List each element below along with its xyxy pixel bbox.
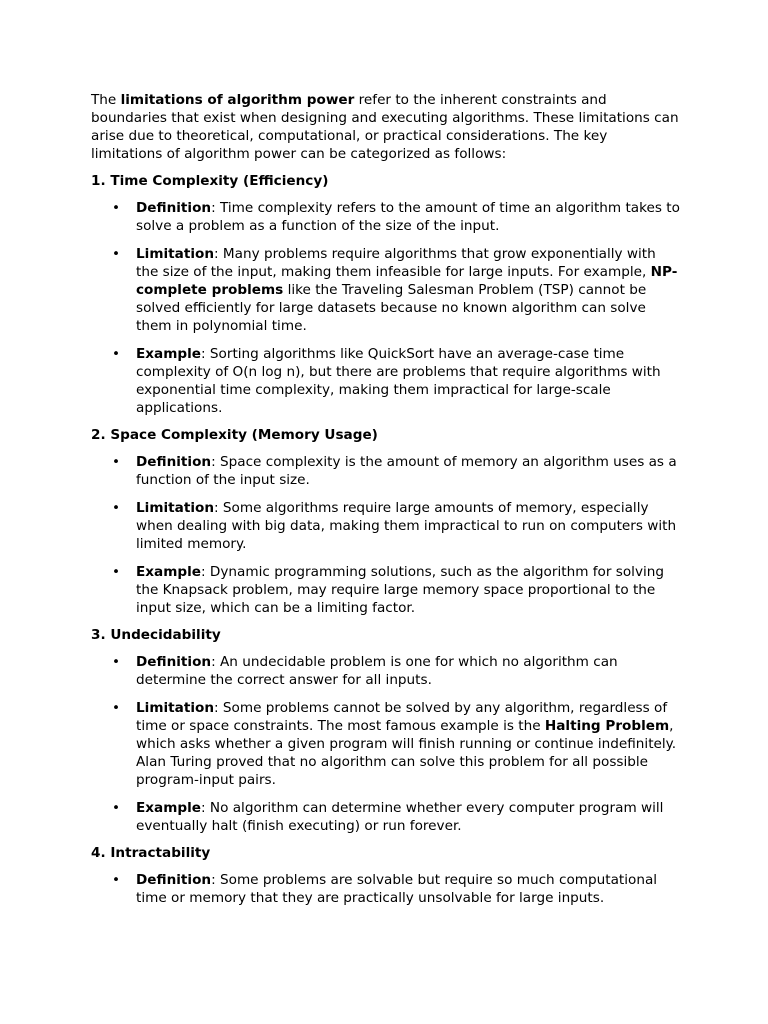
list-item: [91, 499, 681, 553]
item-term: Limitation: [136, 246, 214, 262]
item-text: : Space complexity is the amount of memory an algorithm uses as a function of the input size.: [136, 454, 677, 488]
item-term: Definition: [136, 872, 212, 888]
item-text: : Sorting algorithms like QuickSort have an average-case time complexity of O(n log n), but there are problems that require algorithms with exponential time complexity, making them impractical for large-scale applications.: [136, 346, 661, 416]
bullet-icon: •: [112, 200, 121, 216]
item-text: : Some problems are solvable but require so much computational time or memory that they are practically unsolvable for large inputs.: [136, 872, 658, 906]
item-term: Definition: [136, 454, 212, 470]
item-text: : An undecidable problem is one for which no algorithm can determine the correct answer for all inputs.: [136, 654, 618, 688]
item-text: , which asks whether a given program will finish running or continue indefinitely. Alan Turing proved that no algorithm can solve this problem for all possible program-input pairs.: [136, 718, 677, 788]
item-text: : Some problems cannot be solved by any algorithm, regardless of time or space constraints. The most famous example is the: [136, 700, 668, 734]
item-text: like the Traveling Salesman Problem (TSP) cannot be solved efficiently for large datasets because no known algorithm can solve them in polynomial time.: [136, 282, 647, 334]
item-term: Example: [136, 346, 202, 362]
item-term: Limitation: [136, 700, 214, 716]
intro-paragraph: [91, 91, 681, 163]
bullet-icon: •: [112, 872, 121, 888]
item-term: Example: [136, 564, 202, 580]
item-bold-phrase: Halting Problem: [544, 718, 670, 734]
bullet-icon: •: [112, 700, 121, 716]
item-text: : Some algorithms require large amounts of memory, especially when dealing with big data, making them impractical to run on computers with limited memory.: [136, 500, 677, 552]
list-item: [91, 453, 681, 489]
list-item: [91, 653, 681, 689]
section-list-undecidability: [91, 653, 681, 835]
list-item: [91, 199, 681, 235]
list-item: [91, 699, 681, 789]
item-bold-phrase: NP-complete problems: [136, 264, 678, 298]
bullet-icon: •: [112, 654, 121, 670]
list-item: [91, 345, 681, 417]
section-list-time-complexity: [91, 199, 681, 417]
bullet-icon: •: [112, 800, 121, 816]
section-heading-undecidability: 3. Undecidability: [91, 627, 221, 643]
bullet-icon: •: [112, 500, 121, 516]
section-list-space-complexity: [91, 453, 681, 617]
list-item: [91, 245, 681, 335]
list-item: [91, 563, 681, 617]
document-page: [91, 91, 681, 916]
intro-text-rest: refer to the inherent constraints and boundaries that exist when designing and executing algorithms. These limitations can arise due to theoretical, computational, or practical considerations. The key limitations of algorithm power can be categorized as follows:: [91, 92, 679, 162]
item-text: : No algorithm can determine whether every computer program will eventually halt (finish executing) or run forever.: [136, 800, 664, 834]
bullet-icon: •: [112, 346, 121, 362]
bullet-icon: •: [112, 246, 121, 262]
item-term: Example: [136, 800, 202, 816]
section-heading-intractability: 4. Intractability: [91, 845, 211, 861]
bullet-icon: •: [112, 454, 121, 470]
section-list-intractability: [91, 871, 681, 907]
list-item: [91, 799, 681, 835]
item-text: : Time complexity refers to the amount of time an algorithm takes to solve a problem as a function of the size of the input.: [136, 200, 680, 234]
item-term: Limitation: [136, 500, 214, 516]
item-text: : Dynamic programming solutions, such as the algorithm for solving the Knapsack problem, may require large memory space proportional to the input size, which can be a limiting factor.: [136, 564, 665, 616]
section-heading-space-complexity: 2. Space Complexity (Memory Usage): [91, 427, 378, 443]
intro-text-start: The: [91, 92, 121, 108]
item-text: : Many problems require algorithms that grow exponentially with the size of the input, making them infeasible for large inputs. For example,: [136, 246, 656, 280]
item-term: Definition: [136, 200, 212, 216]
intro-bold-term: limitations of algorithm power: [120, 92, 355, 108]
section-heading-time-complexity: 1. Time Complexity (Efficiency): [91, 173, 329, 189]
bullet-icon: •: [112, 564, 121, 580]
item-term: Definition: [136, 654, 212, 670]
list-item: [91, 871, 681, 907]
